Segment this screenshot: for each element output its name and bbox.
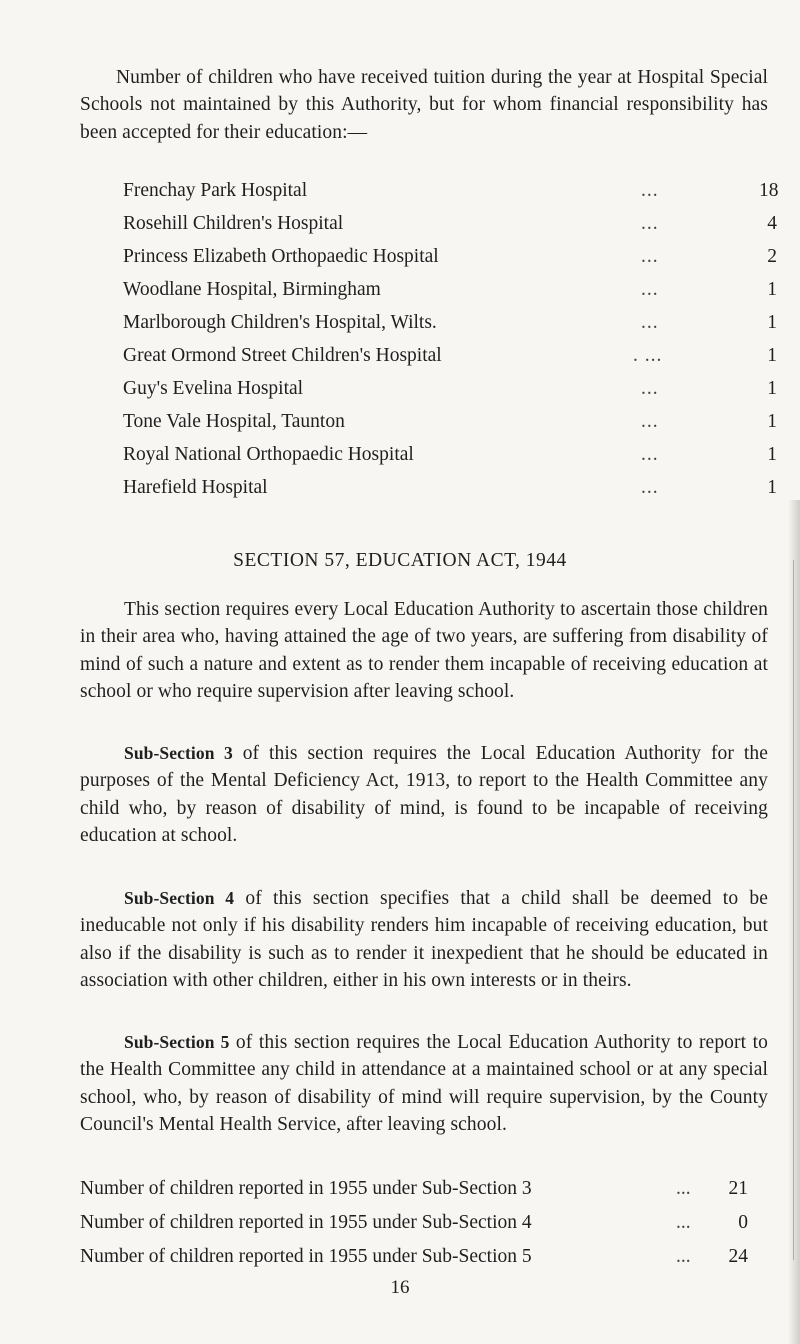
subsection-5-label: Sub-Section 5	[124, 1032, 230, 1052]
list-item	[123, 207, 777, 240]
subsection-3-label: Sub-Section 3	[124, 743, 233, 763]
dot-leader: . ...	[633, 345, 663, 366]
hospital-count: 1	[767, 444, 777, 465]
hospital-count: 1	[767, 477, 777, 498]
subsection-3-paragraph	[80, 740, 768, 850]
list-item	[123, 240, 777, 273]
list-item	[123, 339, 777, 372]
hospital-count: 4	[767, 213, 777, 234]
report-counts-list	[80, 1172, 770, 1274]
dot-leader: ...	[641, 411, 659, 432]
dot-leader: ...	[641, 378, 659, 399]
report-count: 24	[728, 1246, 748, 1267]
hospital-name: Guy's Evelina Hospital	[123, 378, 304, 399]
hospital-name: Harefield Hospital	[123, 477, 268, 498]
intro-paragraph: Number of children who have received tuition during the year at Hospital Special Schools not maintained by this Authority, but for whom financial responsibility has been accepted for their education:—	[80, 67, 768, 143]
list-item	[123, 306, 777, 339]
hospital-count: 1	[767, 345, 777, 366]
page-edge-line	[793, 560, 794, 1260]
dot-leader: ...	[641, 180, 659, 201]
subsection-4-label: Sub-Section 4	[124, 888, 235, 908]
dot-leader: ...	[676, 1246, 691, 1267]
dot-leader: ...	[641, 444, 659, 465]
list-item	[123, 438, 777, 471]
hospital-count: 2	[767, 246, 777, 267]
report-count: 0	[738, 1212, 748, 1233]
hospital-name: Princess Elizabeth Orthopaedic Hospital	[123, 246, 439, 267]
dot-leader: ...	[676, 1178, 691, 1199]
hospital-count: 1	[767, 279, 777, 300]
dot-leader: ...	[641, 477, 659, 498]
section-heading: SECTION 57, EDUCATION ACT, 1944	[233, 550, 567, 571]
report-label: Number of children reported in 1955 under Sub-Section 5	[80, 1246, 532, 1267]
list-item	[80, 1206, 770, 1240]
hospital-name: Frenchay Park Hospital	[123, 180, 308, 201]
list-item	[123, 471, 777, 504]
hospital-name: Royal National Orthopaedic Hospital	[123, 444, 414, 465]
hospital-count: 1	[767, 312, 777, 333]
hospital-count: 1	[767, 378, 777, 399]
hospital-name: Tone Vale Hospital, Taunton	[123, 411, 345, 432]
report-count: 21	[728, 1178, 748, 1199]
hospital-name: Marlborough Children's Hospital, Wilts.	[123, 312, 437, 333]
hospital-name: Woodlane Hospital, Birmingham	[123, 279, 381, 300]
list-item	[80, 1240, 770, 1274]
list-item	[123, 174, 779, 207]
dot-leader: ...	[641, 279, 659, 300]
hospital-count: 1	[767, 411, 777, 432]
dot-leader: ...	[676, 1212, 691, 1233]
list-item	[123, 372, 777, 405]
dot-leader: ...	[641, 246, 659, 267]
dot-leader: ...	[641, 213, 659, 234]
list-item	[123, 273, 777, 306]
list-item	[123, 405, 777, 438]
report-label: Number of children reported in 1955 under Sub-Section 4	[80, 1212, 532, 1233]
subsection-4-text: of this section specifies that a child shall be deemed to be ineducable not only if his disability renders him incapable of receiving education, but also if the disability is such as to render it inexpedient that he should be educated in association with other children, either in his own interests or in theirs.	[80, 888, 768, 992]
page-number: 16	[390, 1277, 410, 1298]
hospital-name: Rosehill Children's Hospital	[123, 213, 344, 234]
hospital-list	[123, 174, 779, 504]
list-item	[80, 1172, 770, 1206]
subsection-5-paragraph	[80, 1029, 768, 1139]
subsection-5-text: of this section requires the Local Education Authority to report to the Health Committee any child in attendance at a maintained school or at any special school, who, by reason of disability of mind will require supervision, by the County Council's Mental Health Service, after leaving school.	[80, 1032, 768, 1136]
subsection-4-paragraph	[80, 885, 768, 995]
report-label: Number of children reported in 1955 under Sub-Section 3	[80, 1178, 532, 1199]
subsection-3-text: of this section requires the Local Education Authority for the purposes of the Mental Deficiency Act, 1913, to report to the Health Committee any child who, by reason of disability of mind, is found to be incapable of receiving education at school.	[80, 743, 769, 847]
page-edge-shadow	[788, 500, 800, 1344]
hospital-name: Great Ormond Street Children's Hospital	[123, 345, 442, 366]
section-paragraph-1: This section requires every Local Education Authority to ascertain those children in their area who, having attained the age of two years, are suffering from disability of mind of such a nature and extent as to render them incapable of receiving education at school or who require supervision after leaving school.	[80, 599, 768, 703]
dot-leader: ...	[641, 312, 659, 333]
hospital-count: 18	[759, 180, 779, 201]
